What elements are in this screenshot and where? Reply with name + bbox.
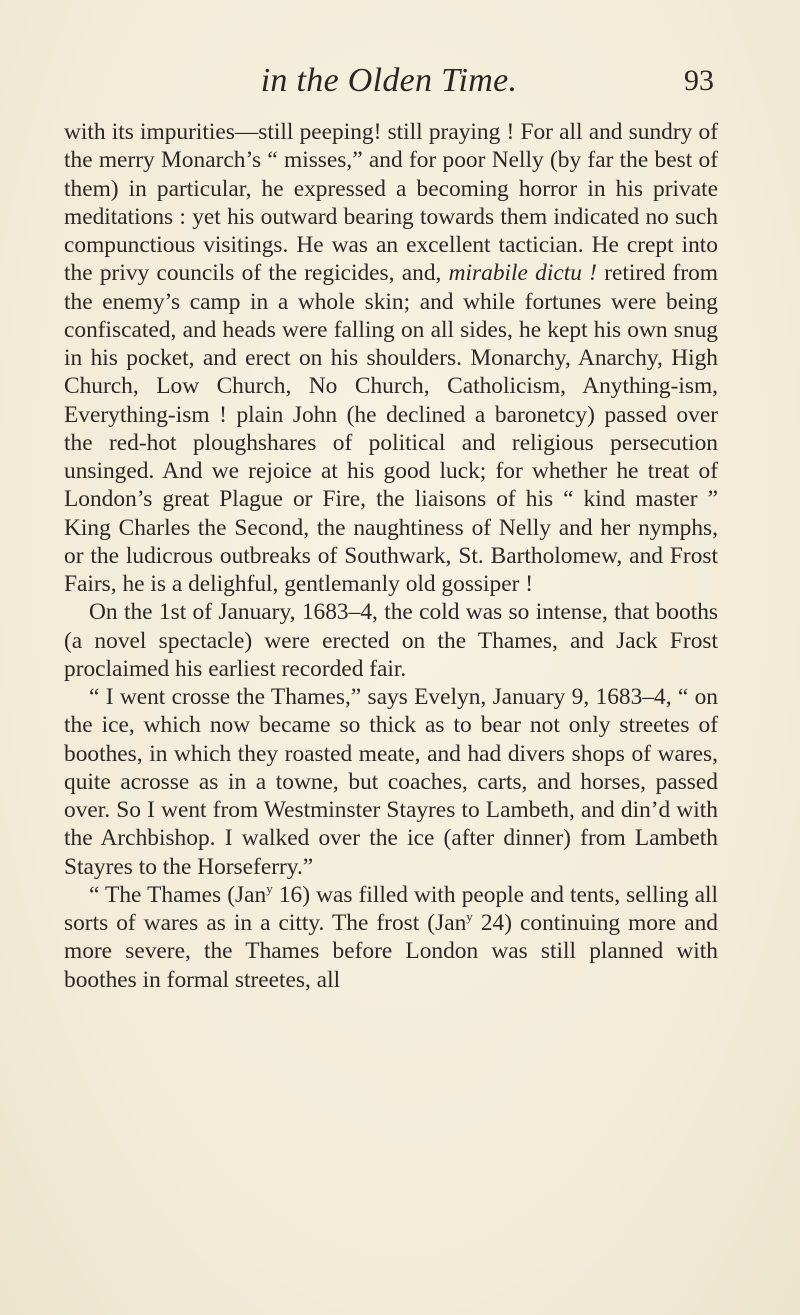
paragraph-4 xyxy=(64,881,718,994)
paragraph-3: “ I went crosse the Thames,” says Evelyn, January 9, 1683–4, “ on the ice, which now became so thick as to bear not only streetes of boothes, in which they roasted meate, and had divers shops of wares, quite acrosse as in a towne, but coaches, carts, and horses, passed over. So I went from Westminster Stayres to Lambeth, and din’d with the Archbishop. I walked over the ice (after dinner) from Lambeth Stayres to the Horseferry.” xyxy=(64,684,718,880)
paragraph-2: On the 1st of January, 1683–4, the cold was so intense, that booths (a novel spectacle) were erected on the Thames, and Jack Frost proclaimed his earliest recorded fair. xyxy=(64,599,718,682)
page-number: 93 xyxy=(684,64,714,97)
paragraph-4-text-b: 16) was filled with people and tents, selling all sorts of wares as in a citty. The frost (Jan xyxy=(64,881,718,936)
paragraph-4-text-c: 24) continuing more and more severe, the Thames before London was still planned with boothes in formal streetes, all xyxy=(64,910,718,993)
paragraph-1 xyxy=(64,118,718,598)
page-header xyxy=(64,62,714,102)
paragraph-1-text-b: retired from the enemy’s camp in a whole skin; and while fortunes were being confiscated, and heads were falling on all sides, he kept his own snug in his pocket, and erect on his shoulders. Monarchy, Anarchy, High Church, Low Church, No Church, Catholicism, Anything-ism, Everything-ism ! plain John (he declined a baronetcy) passed over the red-hot ploughshares of political and religious persecution unsinged. And we rejoice at his good luck; for whether he treat of London’s great Plague or Fire, the liaisons of his “ kind master ” King Charles the Second, the naughtiness of Nelly and her nymphs, or the ludicrous outbreaks of Southwark, St. Bartholomew, and Frost Fairs, he is a delighful, gentlemanly old gossiper ! xyxy=(64,260,718,597)
body-text xyxy=(64,118,718,994)
paragraph-1-text-a: with its impurities—still peeping! still praying ! For all and sundry of the merry Monarch’s “ misses,” and for poor Nelly (by far the best of them) in particular, he expressed a becoming horror in his private meditations : yet his outward bearing towards them indicated no such compunctious visitings. He was an excellent tactician. He crept into the privy councils of the regicides, and, xyxy=(64,119,718,287)
superscript-y-1: y xyxy=(266,880,273,896)
running-head: in the Olden Time. xyxy=(260,62,518,99)
latin-phrase: mirabile dictu ! xyxy=(448,260,597,287)
superscript-y-2: y xyxy=(466,909,473,924)
paragraph-4-text-a: “ The Thames (Jan xyxy=(89,881,267,908)
